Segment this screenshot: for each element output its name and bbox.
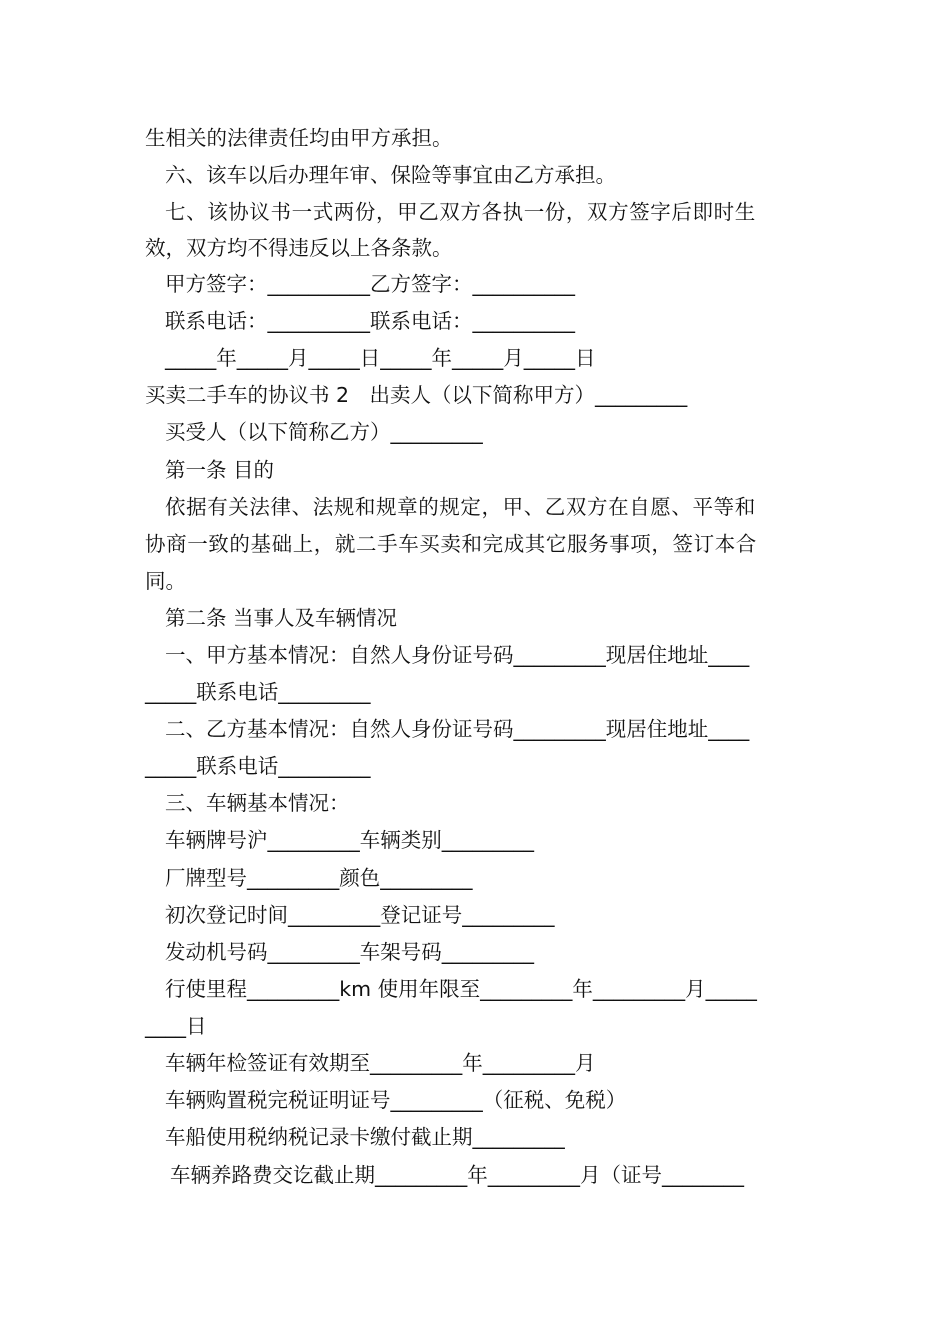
text-line: 二、乙方基本情况：自然人身份证号码_________现居住地址____ [165,717,750,741]
text-line: _____联系电话_________ [145,754,371,778]
text-line: 厂牌型号_________颜色_________ [165,866,473,890]
text-line: 第一条 目的 [165,458,275,482]
text-line: 车辆购置税完税证明证号_________（征税、免税） [165,1088,627,1112]
text-line: 买受人（以下简称乙方）_________ [165,420,483,444]
text-line: 行使里程_________km 使用年限至_________年_________月_____ [165,977,757,1001]
text-line: 甲方签字：__________乙方签字：__________ [165,272,575,296]
text-line: 联系电话：__________联系电话：__________ [165,309,575,333]
text-line: 协商一致的基础上，就二手车买卖和完成其它服务事项，签订本合 [145,532,757,556]
text-line: 三、车辆基本情况： [165,791,350,815]
text-line: 车辆养路费交讫截止期_________年_________月（证号________ [170,1163,744,1187]
text-line: 车辆年检签证有效期至_________年_________月 [165,1051,596,1075]
text-line: 六、该车以后办理年审、保险等事宜由乙方承担。 [165,163,616,187]
text-line: 发动机号码_________车架号码_________ [165,940,534,964]
text-line: 第二条 当事人及车辆情况 [165,606,398,630]
text-line: ____日 [145,1014,207,1038]
text-line: _____联系电话_________ [145,680,371,704]
text-line: 七、该协议书一式两份，甲乙双方各执一份，双方签字后即时生 [165,200,756,224]
text-line: 初次登记时间_________登记证号_________ [165,903,555,927]
text-line: _____年_____月_____日_____年_____月_____日 [165,346,596,370]
text-line: 买卖二手车的协议书 2 出卖人（以下简称甲方）_________ [145,383,688,407]
text-line: 效，双方均不得违反以上各条款。 [145,236,453,260]
text-line: 一、甲方基本情况：自然人身份证号码_________现居住地址____ [165,643,750,667]
text-line: 依据有关法律、法规和规章的规定，甲、乙双方在自愿、平等和 [165,495,756,519]
text-line: 生相关的法律责任均由甲方承担。 [145,126,453,150]
text-line: 同。 [145,569,186,593]
text-line: 车辆牌号沪_________车辆类别_________ [165,828,534,852]
text-line: 车船使用税纳税记录卡缴付截止期_________ [165,1125,565,1149]
